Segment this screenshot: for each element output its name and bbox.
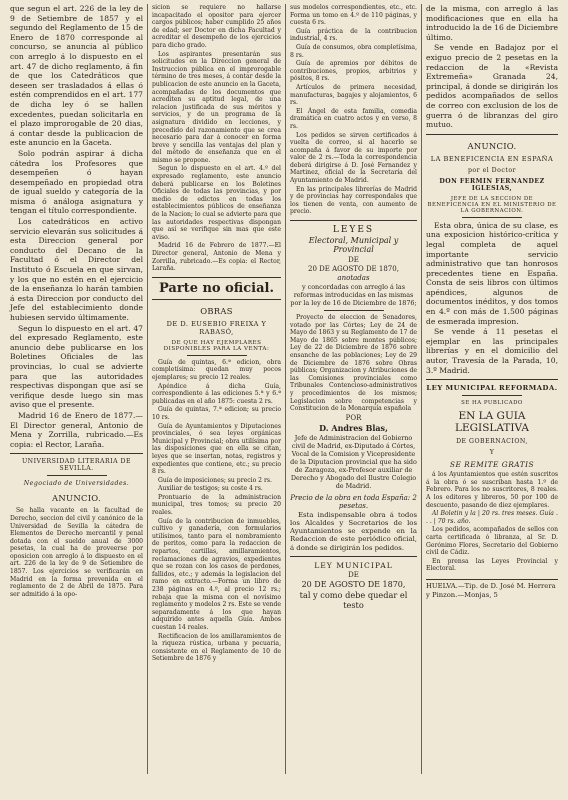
obras-author: DE D. EUSEBIO FREIXA Y RABASÓ, [166,319,267,336]
beneficencia-desc: JEFE DE LA SECCION DE BENEFICENCIA EN EL MINISTERIO DE LA GOBERNACION. [427,195,557,214]
col2-bottom-text [152,359,281,663]
university-header: UNIVERSIDAD LITERARIA DE SEVILLA. [21,458,132,473]
col2-top-text [152,4,281,273]
paragraph: Guía de Ayuntamientos y Diputaciones provinciales, ó sea leyes orgánicas Municipal y Provincial; obra utilísima por las disposiciones que en ella se citan, leyes que se insertan, notas, registros y expedientes que contiene, etc.; su precio 8 rs. [152,422,281,476]
paragraph: que segun el art. 226 de la ley de 9 de Setiembre de 1857 y el segundo del Reglamento de 15 de Enero de 1870 corresponde al concurso, se anuncia al público con arreglo á lo dispuesto en el art. 47 de dicho reglamento, á fin de que los Catedráticos que deseen ser trasladados á ellas ó estén comprendidos en el art. 177 de dicha ley ó se hallen excedentes, puedan solicitarla en el plazo improrogable de 20 dias, á contar desde la publicacion de este anuncio en la Gaceta. [10,4,143,148]
divider [47,475,107,476]
paragraph: Proyecto de eleccion de Senadores, votado por las Córtes; Ley de 24 de Mayo de 1863 y su Reglamento de 17 de Mayo de 1865 sobre montes públicos; Ley de 22 de Diciembre de 1876 sobre ensanche de las poblaciones; Ley de 29 de Diciembre de 1876 sobre Obras públicas; Organizacion y Atribuciones de las Comisiones provinciales como Tribunales Contencioso-administrativos y procedimientos de los mismos; Legislacion sobre competencias y Constitucion de la Monarquía española [290,314,417,413]
de-gobernacion: DE GOBERNACION, [456,438,528,446]
column-2 [148,4,286,774]
paragraph: Segun lo dispuesto en el art. 47 del expresado Reglamento, este anuncio debe publicarse en los Boletines Oficiales de las provincias, lo cual se advierte para que las autoridades respectivas dispongan que así se verifique desde luego sin mas aviso que el presente. [10,323,143,410]
printer-footer: HUELVA.—Tip. de D. José M. Herrera y Pinzon.—Monjas, 5 [426,579,558,599]
paragraph: Guía de consumos, obra completísima, 8 rs. [290,43,417,59]
leyes-subtitle: Electoral, Municipal y Provincial [308,236,399,255]
y-label: Y [489,449,495,457]
beneficencia-title: LA BENEFICENCIA EN ESPAÑA [430,154,554,163]
divider [426,379,558,380]
se-remite-gratis: SE REMITE GRATIS [449,460,535,470]
paragraph: Se halla vacante en la facultad de Derecho, seccion del civil y canónico de la Universidad de Sevilla la cátedra de Elementos de Derecho mercantil y penal dotada con el sueldo anual de 3000 pesetas, la cual ha de proveerse por oposicion con arreglo á lo dispuesto en el art. 226 de la ley de 9 de Setiembre de 1857. Los ejercicios se verificarán en Madrid en la forma prevenida en el reglamento de 2 de Abril de 1875. Para ser admitido á la opo- [10,507,143,598]
col3-top-text [290,4,417,216]
divider [426,134,558,135]
ley-municipal-de: DE [348,570,359,579]
paragraph: Los catedráticos en activo servicio elevarán sus solicitudes á esta Direccion general por conducto del Decano de la Facultad ó el Director del Instituto ó Escuela en que sirvan, y los que no estén en el ejercicio de la enseñanza lo harán tambien á esta Direccion por conducto del Jefe del establecimiento donde hubiesen servido últimamente. [10,217,143,322]
col1-bottom-text [10,507,143,598]
paragraph: Esta obra, única de su clase, es una exposicion histórico-crítica y legal completa de aquel importante servicio administrativo que tan honrosos precedentes tiene en España. Consta de seis libros con últimos apéndices, algunos de documentos inéditos, y dos tomos en 4.º con más de 1.500 páginas de esmerada impresion. [426,220,558,326]
column-3 [286,4,422,774]
ley-municipal-title: LEY MUNICIPAL [314,560,393,570]
paragraph: Los pedidos, acompañados de sellos con carta certificada ó libranza, al Sr. D. Gerónimo Flores, Secretario del Gobierno civil de Cádiz. [426,526,558,557]
price-note: Precio de la obra en toda España: 2 pesetas. [290,493,417,510]
column-4 [422,4,562,774]
paragraph: Solo podrán aspirar á dicha cátedra los Profesores que desempeñen ó hayan desempeñado en propiedad otra de igual sueldo y categoría de la misma ó análoga asignatura y tengan el título correspondiente. [10,148,143,216]
por-label: POR [345,413,362,422]
beneficencia-author: DON FERMIN FERNANDEZ IGLESIAS, [439,177,545,192]
paragraph: Al Boletin y la | 20 rs. tres meses. Guía . . . | 70 rs. año. [426,510,558,525]
paragraph: Guía de la contribucion de inmuebles, cultivo y ganadería, con formularios utilísimos, tanto para el nombramiento de peritos, como para la redaccion de repartos, cartillas, amillaramientos, reclamaciones de agravios, expedientes que se rozan con los casos de perdones, fallidos, etc.; y además la legislacion del ramo en extracto.—Forma un libro de 238 páginas en 4.º, al precio 12 rs.; rebaja que la misma con el novísimo reglamento y modelos 2 rs. Este se vende separadamente á los que hayan adquirido antes aquella Guía. Ambos cuestan 14 reales. [152,517,281,631]
paragraph: Madrid 16 de Febrero de 1877.—El Director general, Antonio de Mena y Zorrilla, rubricado.—Es copia: el Rector, Laraña. [152,242,281,273]
paragraph: El Ángel de esta familia, comedia dramática en cuatro actos y en verso, 8 rs. [290,107,417,130]
paragraph: sicion se requiere no hallarse incapacitado el opositor para ejercer cargos públicos; haber cumplido 25 años de edad; ser Doctor en dicha Facultad y acreditar el desempeño de los ejercicios para dicho grado. [152,4,281,49]
paragraph: Se vende en Badajoz por el exiguo precio de 2 pesetas en la redaccion de la «Revista Extremeña» Granada 24, principal, á donde se dirigirán los pedidos acompañados de sellos de correo con exclusion de los de guerra ó de libranzas del giro mutuo. [426,43,558,130]
paragraph: sus modelos correspondientes, etc., etc. Forma un tomo en 4.º de 110 páginas, y cuesta 6 rs. [290,4,417,27]
col3-mid-text [290,314,417,413]
paragraph: Prontuario de la administracion municipal, tres tomos; su precio 20 reales. [152,493,281,517]
guia-legislativa: EN LA GUIA LEGISLATIVA [455,410,529,435]
ley-reformada-title: LEY MUNICIPAL REFORMADA. [426,384,558,393]
paragraph: Guía de quintas, 6.ª edicion, obra completísima: quedan muy pocos ejemplares; su precio 12 reales. [152,358,281,381]
paragraph: Auxiliar de testigos; su coste 4 rs. [158,485,263,493]
paragraph: Segun lo dispuesto en el art. 4.º del expresado reglamento, este anuncio deberá publicarse en los Boletines Oficiales de todas las provincias, y por medio de edictos en todas los establecimientos públicos de enseñanza de la Nacion; lo cual se advierte para que las autoridades respectivas dispongan que así se verifique sin mas que este aviso. [152,165,281,241]
obras-title: OBRAS [200,305,233,316]
col4-mid-text [426,221,558,376]
ley-municipal-date: 20 DE AGOSTO DE 1870, [301,579,406,589]
paragraph: Guía de imposiciones; su precio 2 rs. [158,476,272,484]
paragraph: á los Ayuntamientos que estén suscritos á la obra ó se suscriban hasta 1.º de Febrero. Para los no suscritores, 8 reales. A los editores y libreros, 50 por 100 de descuento, pasando de diez ejemplares. [426,471,558,509]
divider [462,217,522,218]
divider [462,395,522,396]
paragraph: Los pedidos se sirven certificados á vuelta de correo, si al hacerlo se acompaña á favor de su importe por valor de 2 rs.—Toda la correspondencia deberá dirigirse á D. José Fernandez y Martinez, oficial de la Secretaría del Ayuntamiento de Madrid. [290,131,417,185]
col3-bottom-text [290,511,417,552]
author-description: Jefe de Administracion del Gobierno civil de Madrid, ex-Diputado á Córtes, Vocal de la Comision y Vicepresidente de la Diputacion provincial que ha sido de Zaragoza, ex-Profesor auxiliar de Derecho y Abogado del Ilustre Colegio de Madrid. [290,433,417,490]
divider [290,220,417,221]
columns [6,4,562,774]
col4-bottom-text [426,471,558,573]
col1-top-text [10,4,143,449]
beneficencia-por: por el Doctor [467,166,517,174]
paragraph: Los aspirantes presentarán sus solicitudes en la Direccion general de Instruccion pública en el improrogable término de tres meses, á contar desde la publicacion de este anuncio en la Gaceta, acompañadas de los documentos que acrediten su aptitud legal, de una relacion justificada de sus méritos y servicios, y de un programa de la asignatura dividido en lecciones, y precedido del razonamiento que se crea necesario para dar á conocer en forma breve y sencilla las ventajas del plan y del método de enseñanza que en el mismo se propone. [152,50,281,164]
leyes-title: LEYES [332,225,375,236]
se-ha-publicado: SE HA PUBLICADO [461,400,523,407]
divider [187,355,247,356]
paragraph: Guía de apremios por débitos de contribuciones, propios, arbitrios y pósitos, 8 rs. [290,60,417,83]
leyes-anotadas: anotadas [337,274,370,283]
ley-municipal-tail: tal y como debe quedar el testo [299,589,408,610]
paragraph: Apéndice á dicha Guía, correspondiente á las ediciones 5.ª y 6.ª publicadas en el año 1875: cuesta 2 rs. [152,382,281,405]
paragraph: Madrid 16 de Enero de 1877.—El Director general, Antonio de Mena y Zorrilla, rubricado.—Es copia: el Rector, Laraña. [10,410,143,449]
divider [324,310,384,311]
paragraph: de la misma, con arreglo á las modificaciones que en ella ha introducido la de 16 de Diciembre último. [426,4,558,42]
paragraph: Rectificacion de los amillaramientos de la riqueza rústica, urbana y pecuaria, consistente en el Reglamento de 10 de Setiembre de 1876 y [152,632,281,663]
divider [290,556,417,557]
paragraph: En prensa las Leyes Provincial y Electoral. [426,557,558,573]
parte-no-oficial-heading: Parte no oficial. [152,277,281,300]
paragraph: Artículos de primera necesidad, manufacturas, bagajes y alojamientos, 6 rs. [290,83,417,107]
leyes-concordadas: y concordadas con arreglo á las reformas introducidas en las mismas por la ley de 16 de Diciembre de 1876; [290,283,417,308]
obras-subtitle: DE QUE HAY EJEMPLARES DISPONIBLES PARA LA VENTA: [163,339,270,352]
anuncio-heading: ANUNCIO. [467,140,517,151]
divider [10,453,143,454]
paragraph: En las principales librerías de Madrid y de provincias hay correspondales que los tienen de venta, con aumento de precio. [290,185,417,216]
paragraph: Guía de quintas, 7.ª edicion; su precio 10 rs. [152,406,281,421]
university-subheader: Negociado de Universidades. [23,480,130,488]
col4-top-text [426,4,558,130]
paragraph: Guía práctica de la contribucion industrial, 4 rs. [290,27,417,43]
paragraph: Esta indispensable obra á todos los Alcaldes y Secretarios de los Ayuntamientos se expende en la Redaccion de este periódico oficial, á donde se dirigirán los pedidos. [290,510,417,552]
leyes-de: DE [348,256,359,265]
author-name: D. Andres Blas, [319,422,388,433]
column-1 [6,4,148,774]
anuncio-heading: ANUNCIO. [52,493,101,504]
paragraph: Se vende á 11 pesetas el ejemplar en las principales librerías y en el domicilio del autor, Travesía de la Parada, 10, 3.º Madrid. [426,327,558,375]
leyes-date: 20 DE AGOSTO DE 1870, [308,265,399,274]
